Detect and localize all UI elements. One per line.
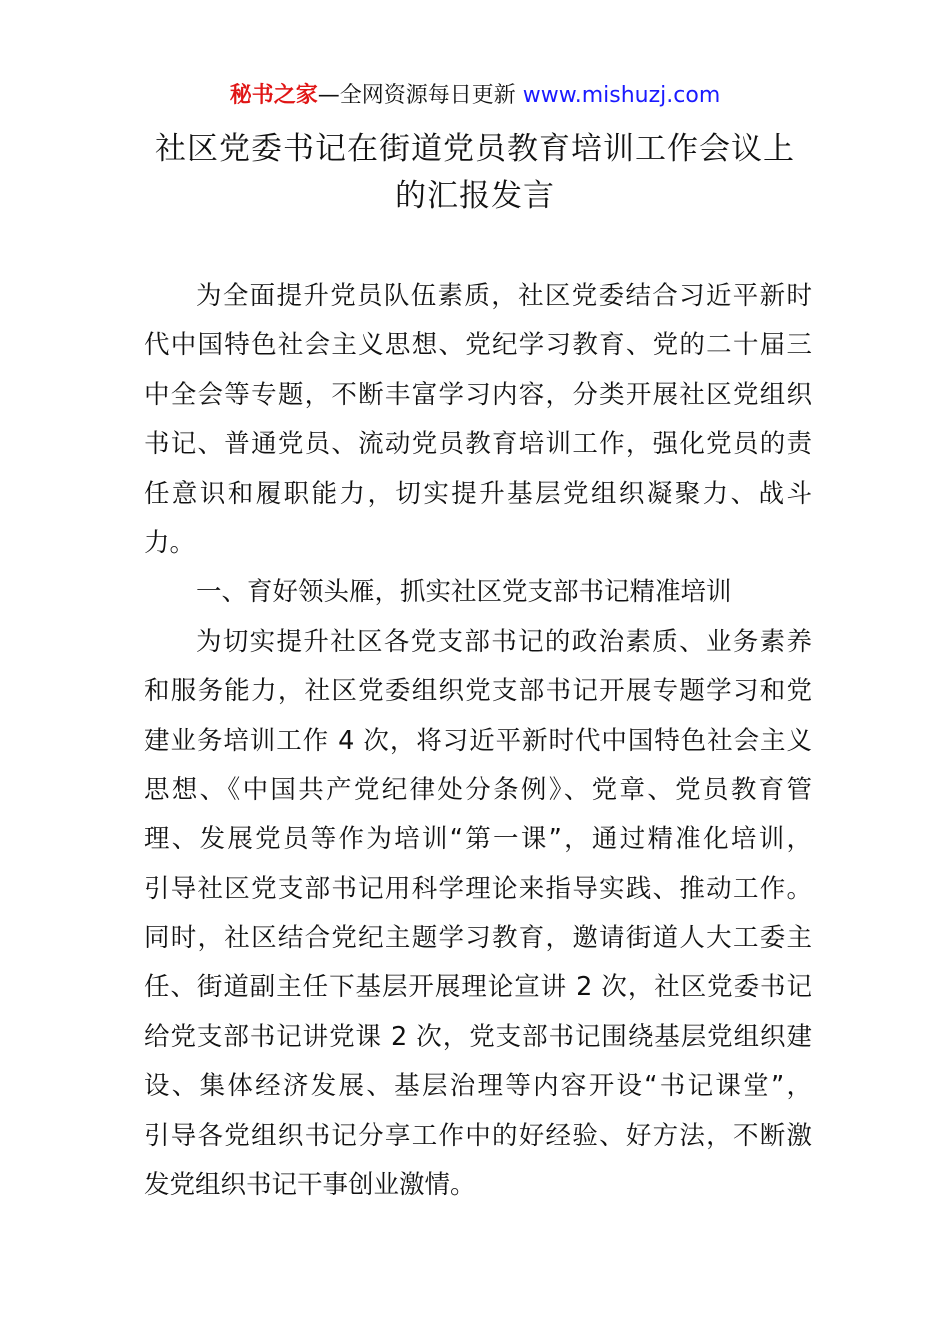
- paragraph-line: 为切实提升社区各党支部书记的政治素质、业务素养: [196, 626, 812, 657]
- paragraph-line: 为全面提升党员队伍素质，社区党委结合习近平新时: [196, 281, 812, 311]
- paragraph-line: 代中国特色社会主义思想、党纪学习教育、党的二十届三: [144, 330, 812, 361]
- paragraph-line: 引导各党组织书记分享工作中的好经验、好方法，不断激: [144, 1120, 812, 1151]
- title-line: 社区党委书记在街道党员教育培训工作会议上: [155, 131, 795, 167]
- paragraph-line: 中全会等专题，不断丰富学习内容，分类开展社区党组织: [144, 379, 812, 410]
- paragraph-line: 发党组织书记干事创业激情。: [144, 1170, 476, 1201]
- site-header: [0, 80, 950, 112]
- section-heading: 一、育好领头雁，抓实社区党支部书记精准培训: [196, 577, 732, 608]
- paragraph-line: 给党支部书记讲党课 2 次，党支部书记围绕基层党组织建: [144, 1021, 812, 1052]
- document-title: [120, 126, 830, 220]
- paragraph-line: 书记、普通党员、流动党员教育培训工作，强化党员的责: [144, 429, 812, 460]
- title-line: 的汇报发言: [395, 178, 555, 214]
- document-body: [144, 272, 812, 1210]
- paragraph-line: 建业务培训工作 4 次，将习近平新时代中国特色社会主义: [144, 725, 812, 756]
- site-brand: 秘书之家: [229, 83, 318, 108]
- paragraph-line: 力。: [144, 527, 196, 558]
- paragraph-line: 任意识和履职能力，切实提升基层党组织凝聚力、战斗: [144, 478, 812, 509]
- paragraph-line: 设、集体经济发展、基层治理等内容开设“书记课堂”，: [144, 1071, 812, 1102]
- paragraph-line: 和服务能力，社区党委组织党支部书记开展专题学习和党: [144, 676, 812, 707]
- site-url-link[interactable]: www.mishuzj.com: [522, 83, 721, 108]
- paragraph-line: 理、发展党员等作为培训“第一课”，通过精准化培训，: [144, 824, 812, 855]
- site-tagline: —全网资源每日更新: [317, 83, 523, 108]
- paragraph-line: 任、街道副主任下基层开展理论宣讲 2 次，社区党委书记: [144, 972, 812, 1003]
- paragraph-line: 思想、《中国共产党纪律处分条例》、党章、党员教育管: [144, 774, 812, 805]
- paragraph-line: 引导社区党支部书记用科学理论来指导实践、推动工作。: [144, 873, 812, 904]
- paragraph-line: 同时，社区结合党纪主题学习教育，邀请街道人大工委主: [144, 923, 812, 954]
